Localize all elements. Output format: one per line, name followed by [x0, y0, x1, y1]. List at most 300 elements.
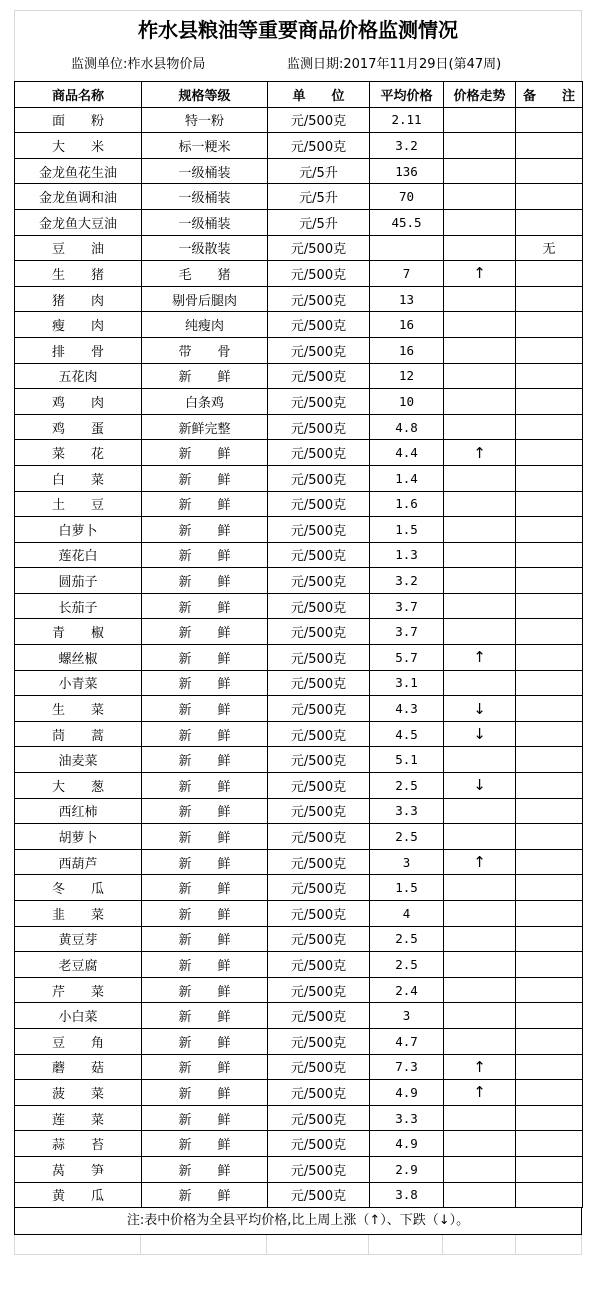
- product-name-cell: 莴 笋: [15, 1156, 142, 1182]
- avg-price-cell: 10: [370, 389, 444, 415]
- remarks-cell: [516, 645, 583, 671]
- price-trend-cell: [444, 798, 516, 824]
- remarks-cell: [516, 824, 583, 850]
- price-trend-cell: [444, 209, 516, 235]
- price-trend-cell: [444, 1105, 516, 1131]
- price-trend-cell: [444, 977, 516, 1003]
- product-name-cell: 蒜 苔: [15, 1131, 142, 1157]
- price-report-sheet: [14, 10, 582, 1255]
- spec-grade-cell: 新 鲜: [142, 1003, 268, 1029]
- table-row: [15, 363, 583, 389]
- product-name-cell: 生 猪: [15, 261, 142, 287]
- avg-price-cell: 2.4: [370, 977, 444, 1003]
- avg-price-cell: 4.7: [370, 1028, 444, 1054]
- unit-cell: 元/500克: [268, 107, 370, 133]
- remarks-cell: [516, 1028, 583, 1054]
- table-row: [15, 491, 583, 517]
- table-header-row: [15, 82, 583, 108]
- table-row: [15, 1131, 583, 1157]
- remarks-cell: [516, 1131, 583, 1157]
- remarks-cell: [516, 517, 583, 543]
- remarks-cell: [516, 593, 583, 619]
- remarks-cell: [516, 1003, 583, 1029]
- product-name-cell: 鸡 蛋: [15, 414, 142, 440]
- spec-grade-cell: 新 鲜: [142, 1105, 268, 1131]
- table-row: [15, 107, 583, 133]
- avg-price-cell: 45.5: [370, 209, 444, 235]
- product-name-cell: 生 菜: [15, 696, 142, 722]
- product-name-cell: 白 菜: [15, 465, 142, 491]
- spec-grade-cell: 一级桶装: [142, 158, 268, 184]
- price-trend-cell: [444, 184, 516, 210]
- price-trend-cell: [444, 1182, 516, 1208]
- product-name-cell: 金龙鱼大豆油: [15, 209, 142, 235]
- price-trend-cell: [444, 491, 516, 517]
- table-row: [15, 158, 583, 184]
- spec-grade-cell: 新 鲜: [142, 747, 268, 773]
- table-row: [15, 1054, 583, 1080]
- price-trend-cell: ↑: [444, 261, 516, 287]
- product-name-cell: 黄豆芽: [15, 926, 142, 952]
- avg-price-cell: 1.4: [370, 465, 444, 491]
- price-trend-cell: [444, 952, 516, 978]
- unit-cell: 元/500克: [268, 849, 370, 875]
- table-row: [15, 1003, 583, 1029]
- table-row: [15, 824, 583, 850]
- monitor-date: 监测日期:2017年11月29日(第47周): [287, 57, 502, 72]
- spec-grade-cell: 新 鲜: [142, 440, 268, 466]
- price-trend-cell: [444, 1131, 516, 1157]
- remarks-cell: [516, 363, 583, 389]
- avg-price-cell: 2.5: [370, 824, 444, 850]
- unit-cell: 元/500克: [268, 1080, 370, 1106]
- avg-price-cell: 4.9: [370, 1080, 444, 1106]
- remarks-cell: [516, 465, 583, 491]
- table-row: [15, 901, 583, 927]
- price-trend-cell: [444, 901, 516, 927]
- price-trend-cell: [444, 619, 516, 645]
- remarks-cell: [516, 286, 583, 312]
- spec-grade-cell: 毛 猪: [142, 261, 268, 287]
- product-name-cell: 油麦菜: [15, 747, 142, 773]
- price-trend-cell: ↓: [444, 773, 516, 799]
- spec-grade-cell: 一级桶装: [142, 209, 268, 235]
- remarks-cell: [516, 440, 583, 466]
- spec-grade-cell: 纯瘦肉: [142, 312, 268, 338]
- remarks-cell: [516, 158, 583, 184]
- price-trend-cell: ↑: [444, 849, 516, 875]
- unit-cell: 元/500克: [268, 440, 370, 466]
- price-trend-cell: [444, 312, 516, 338]
- remarks-cell: [516, 696, 583, 722]
- price-trend-cell: [444, 337, 516, 363]
- spec-grade-cell: 新 鲜: [142, 465, 268, 491]
- avg-price-cell: 70: [370, 184, 444, 210]
- header-product-name: 商品名称: [15, 82, 142, 108]
- product-name-cell: 西葫芦: [15, 849, 142, 875]
- avg-price-cell: 2.11: [370, 107, 444, 133]
- unit-cell: 元/500克: [268, 901, 370, 927]
- remarks-cell: [516, 901, 583, 927]
- spec-grade-cell: 新 鲜: [142, 798, 268, 824]
- table-row: [15, 133, 583, 159]
- product-name-cell: 老豆腐: [15, 952, 142, 978]
- price-trend-cell: ↓: [444, 721, 516, 747]
- remarks-cell: [516, 1156, 583, 1182]
- remarks-cell: [516, 926, 583, 952]
- table-row: [15, 568, 583, 594]
- unit-cell: 元/500克: [268, 261, 370, 287]
- price-trend-cell: ↑: [444, 440, 516, 466]
- product-name-cell: 西红柿: [15, 798, 142, 824]
- price-trend-cell: [444, 235, 516, 261]
- unit-cell: 元/500克: [268, 286, 370, 312]
- table-row: [15, 619, 583, 645]
- price-trend-cell: [444, 363, 516, 389]
- product-name-cell: 猪 肉: [15, 286, 142, 312]
- spec-grade-cell: 一级散装: [142, 235, 268, 261]
- table-row: [15, 465, 583, 491]
- product-name-cell: 金龙鱼调和油: [15, 184, 142, 210]
- product-name-cell: 豆 角: [15, 1028, 142, 1054]
- table-row: [15, 261, 583, 287]
- unit-cell: 元/500克: [268, 389, 370, 415]
- spec-grade-cell: 新 鲜: [142, 952, 268, 978]
- unit-cell: 元/5升: [268, 209, 370, 235]
- table-row: [15, 875, 583, 901]
- price-trend-cell: [444, 389, 516, 415]
- spec-grade-cell: 新 鲜: [142, 670, 268, 696]
- spec-grade-cell: 新 鲜: [142, 1131, 268, 1157]
- remarks-cell: [516, 875, 583, 901]
- product-name-cell: 圆茄子: [15, 568, 142, 594]
- product-name-cell: 莲 菜: [15, 1105, 142, 1131]
- remarks-cell: [516, 312, 583, 338]
- avg-price-cell: 16: [370, 337, 444, 363]
- price-trend-cell: ↑: [444, 1054, 516, 1080]
- product-name-cell: 螺丝椒: [15, 645, 142, 671]
- price-trend-cell: [444, 875, 516, 901]
- avg-price-cell: 3: [370, 1003, 444, 1029]
- remarks-cell: [516, 952, 583, 978]
- header-remarks: 备 注: [516, 82, 583, 108]
- table-row: [15, 926, 583, 952]
- avg-price-cell: 3.7: [370, 593, 444, 619]
- price-trend-cell: [444, 517, 516, 543]
- table-row: [15, 414, 583, 440]
- unit-cell: 元/500克: [268, 337, 370, 363]
- spec-grade-cell: 特一粉: [142, 107, 268, 133]
- header-unit: 单 位: [268, 82, 370, 108]
- report-title: 柞水县粮油等重要商品价格监测情况: [14, 10, 582, 49]
- unit-cell: 元/500克: [268, 1182, 370, 1208]
- table-row: [15, 798, 583, 824]
- unit-cell: 元/500克: [268, 593, 370, 619]
- table-row: [15, 209, 583, 235]
- avg-price-cell: 4: [370, 901, 444, 927]
- product-name-cell: 菜 花: [15, 440, 142, 466]
- table-row: [15, 645, 583, 671]
- avg-price-cell: 3.7: [370, 619, 444, 645]
- product-name-cell: 白萝卜: [15, 517, 142, 543]
- remarks-cell: [516, 670, 583, 696]
- avg-price-cell: 12: [370, 363, 444, 389]
- avg-price-cell: 2.5: [370, 952, 444, 978]
- remarks-cell: [516, 798, 583, 824]
- price-table: [14, 81, 583, 1208]
- unit-cell: 元/5升: [268, 184, 370, 210]
- table-row: [15, 312, 583, 338]
- unit-cell: 元/500克: [268, 568, 370, 594]
- product-name-cell: 金龙鱼花生油: [15, 158, 142, 184]
- unit-cell: 元/500克: [268, 645, 370, 671]
- remarks-cell: [516, 849, 583, 875]
- spec-grade-cell: 新 鲜: [142, 977, 268, 1003]
- unit-cell: 元/500克: [268, 721, 370, 747]
- unit-cell: 元/500克: [268, 1131, 370, 1157]
- remarks-cell: [516, 184, 583, 210]
- price-trend-cell: ↑: [444, 645, 516, 671]
- product-name-cell: 茼 蒿: [15, 721, 142, 747]
- remarks-cell: [516, 721, 583, 747]
- table-row: [15, 1156, 583, 1182]
- avg-price-cell: 3.2: [370, 133, 444, 159]
- unit-cell: 元/500克: [268, 977, 370, 1003]
- product-name-cell: 长茄子: [15, 593, 142, 619]
- table-row: [15, 337, 583, 363]
- remarks-cell: [516, 389, 583, 415]
- unit-cell: 元/5升: [268, 158, 370, 184]
- unit-cell: 元/500克: [268, 952, 370, 978]
- table-row: [15, 977, 583, 1003]
- remarks-cell: [516, 977, 583, 1003]
- avg-price-cell: 3.3: [370, 1105, 444, 1131]
- header-price-trend: 价格走势: [444, 82, 516, 108]
- avg-price-cell: 4.4: [370, 440, 444, 466]
- remarks-cell: [516, 491, 583, 517]
- spec-grade-cell: 新 鲜: [142, 593, 268, 619]
- table-row: [15, 1028, 583, 1054]
- unit-cell: 元/500克: [268, 414, 370, 440]
- table-row: [15, 1182, 583, 1208]
- table-row: [15, 670, 583, 696]
- product-name-cell: 小白菜: [15, 1003, 142, 1029]
- product-name-cell: 小青菜: [15, 670, 142, 696]
- remarks-cell: [516, 1054, 583, 1080]
- unit-cell: 元/500克: [268, 696, 370, 722]
- spec-grade-cell: 白条鸡: [142, 389, 268, 415]
- product-name-cell: 蘑 菇: [15, 1054, 142, 1080]
- report-subheader: [14, 49, 582, 81]
- table-row: [15, 1105, 583, 1131]
- spec-grade-cell: 新 鲜: [142, 773, 268, 799]
- table-row: [15, 1080, 583, 1106]
- spec-grade-cell: 新 鲜: [142, 363, 268, 389]
- product-name-cell: 胡萝卜: [15, 824, 142, 850]
- remarks-cell: [516, 568, 583, 594]
- table-row: [15, 389, 583, 415]
- unit-cell: 元/500克: [268, 1028, 370, 1054]
- remarks-cell: [516, 1080, 583, 1106]
- product-name-cell: 冬 瓜: [15, 875, 142, 901]
- avg-price-cell: 13: [370, 286, 444, 312]
- unit-cell: 元/500克: [268, 1054, 370, 1080]
- product-name-cell: 面 粉: [15, 107, 142, 133]
- price-trend-cell: [444, 286, 516, 312]
- unit-cell: 元/500克: [268, 312, 370, 338]
- table-row: [15, 542, 583, 568]
- avg-price-cell: 7: [370, 261, 444, 287]
- table-row: [15, 952, 583, 978]
- unit-cell: 元/500克: [268, 465, 370, 491]
- spec-grade-cell: 新 鲜: [142, 1182, 268, 1208]
- avg-price-cell: 1.6: [370, 491, 444, 517]
- avg-price-cell: 1.5: [370, 875, 444, 901]
- remarks-cell: [516, 1105, 583, 1131]
- avg-price-cell: 2.5: [370, 926, 444, 952]
- table-row: [15, 593, 583, 619]
- avg-price-cell: 3: [370, 849, 444, 875]
- product-name-cell: 莲花白: [15, 542, 142, 568]
- spec-grade-cell: 新 鲜: [142, 1054, 268, 1080]
- table-row: [15, 721, 583, 747]
- table-row: [15, 517, 583, 543]
- product-name-cell: 大 葱: [15, 773, 142, 799]
- spec-grade-cell: 新 鲜: [142, 1028, 268, 1054]
- spec-grade-cell: 新 鲜: [142, 517, 268, 543]
- table-row: [15, 235, 583, 261]
- avg-price-cell: 16: [370, 312, 444, 338]
- avg-price-cell: 4.9: [370, 1131, 444, 1157]
- unit-cell: 元/500克: [268, 517, 370, 543]
- unit-cell: 元/500克: [268, 542, 370, 568]
- spec-grade-cell: 新 鲜: [142, 696, 268, 722]
- price-trend-cell: [444, 542, 516, 568]
- product-name-cell: 青 椒: [15, 619, 142, 645]
- price-trend-cell: [444, 107, 516, 133]
- remarks-cell: [516, 619, 583, 645]
- unit-cell: 元/500克: [268, 235, 370, 261]
- spec-grade-cell: 新 鲜: [142, 721, 268, 747]
- table-row: [15, 849, 583, 875]
- spec-grade-cell: 剔骨后腿肉: [142, 286, 268, 312]
- remarks-cell: [516, 261, 583, 287]
- spec-grade-cell: 新 鲜: [142, 619, 268, 645]
- unit-cell: 元/500克: [268, 363, 370, 389]
- price-trend-cell: [444, 1003, 516, 1029]
- remarks-cell: [516, 773, 583, 799]
- price-trend-cell: [444, 414, 516, 440]
- remarks-cell: 无: [516, 235, 583, 261]
- unit-cell: 元/500克: [268, 1105, 370, 1131]
- avg-price-cell: [370, 235, 444, 261]
- unit-cell: 元/500克: [268, 747, 370, 773]
- price-trend-cell: [444, 568, 516, 594]
- product-name-cell: 五花肉: [15, 363, 142, 389]
- table-row: [15, 773, 583, 799]
- spec-grade-cell: 新鲜完整: [142, 414, 268, 440]
- avg-price-cell: 136: [370, 158, 444, 184]
- table-row: [15, 286, 583, 312]
- price-trend-cell: [444, 747, 516, 773]
- spec-grade-cell: 新 鲜: [142, 1156, 268, 1182]
- unit-cell: 元/500克: [268, 875, 370, 901]
- price-trend-cell: [444, 465, 516, 491]
- avg-price-cell: 4.5: [370, 721, 444, 747]
- table-row: [15, 696, 583, 722]
- avg-price-cell: 4.8: [370, 414, 444, 440]
- spec-grade-cell: 带 骨: [142, 337, 268, 363]
- unit-cell: 元/500克: [268, 773, 370, 799]
- spec-grade-cell: 新 鲜: [142, 568, 268, 594]
- avg-price-cell: 5.1: [370, 747, 444, 773]
- remarks-cell: [516, 1182, 583, 1208]
- product-name-cell: 菠 菜: [15, 1080, 142, 1106]
- price-trend-cell: [444, 670, 516, 696]
- spec-grade-cell: 新 鲜: [142, 1080, 268, 1106]
- avg-price-cell: 1.3: [370, 542, 444, 568]
- price-trend-cell: [444, 133, 516, 159]
- avg-price-cell: 3.3: [370, 798, 444, 824]
- price-trend-cell: [444, 824, 516, 850]
- remarks-cell: [516, 337, 583, 363]
- avg-price-cell: 3.8: [370, 1182, 444, 1208]
- product-name-cell: 豆 油: [15, 235, 142, 261]
- price-trend-cell: [444, 926, 516, 952]
- price-trend-cell: ↓: [444, 696, 516, 722]
- spec-grade-cell: 新 鲜: [142, 645, 268, 671]
- spec-grade-cell: 新 鲜: [142, 824, 268, 850]
- product-name-cell: 瘦 肉: [15, 312, 142, 338]
- unit-cell: 元/500克: [268, 1003, 370, 1029]
- spec-grade-cell: 新 鲜: [142, 542, 268, 568]
- price-trend-cell: [444, 1028, 516, 1054]
- footnote: 注:表中价格为全县平均价格,比上周上涨（↑）、下跌（↓）。: [14, 1208, 582, 1235]
- unit-cell: 元/500克: [268, 798, 370, 824]
- remarks-cell: [516, 747, 583, 773]
- spec-grade-cell: 标一粳米: [142, 133, 268, 159]
- remarks-cell: [516, 209, 583, 235]
- price-trend-cell: [444, 158, 516, 184]
- avg-price-cell: 1.5: [370, 517, 444, 543]
- product-name-cell: 大 米: [15, 133, 142, 159]
- unit-cell: 元/500克: [268, 926, 370, 952]
- product-name-cell: 土 豆: [15, 491, 142, 517]
- spec-grade-cell: 一级桶装: [142, 184, 268, 210]
- remarks-cell: [516, 414, 583, 440]
- avg-price-cell: 2.9: [370, 1156, 444, 1182]
- spec-grade-cell: 新 鲜: [142, 901, 268, 927]
- spec-grade-cell: 新 鲜: [142, 491, 268, 517]
- product-name-cell: 鸡 肉: [15, 389, 142, 415]
- price-trend-cell: ↑: [444, 1080, 516, 1106]
- remarks-cell: [516, 107, 583, 133]
- product-name-cell: 排 骨: [15, 337, 142, 363]
- product-name-cell: 芹 菜: [15, 977, 142, 1003]
- unit-cell: 元/500克: [268, 670, 370, 696]
- unit-cell: 元/500克: [268, 1156, 370, 1182]
- avg-price-cell: 4.3: [370, 696, 444, 722]
- empty-trailing-row: [14, 1235, 582, 1255]
- unit-cell: 元/500克: [268, 619, 370, 645]
- unit-cell: 元/500克: [268, 824, 370, 850]
- price-trend-cell: [444, 593, 516, 619]
- unit-cell: 元/500克: [268, 133, 370, 159]
- monitor-unit: 监测单位:柞水县物价局: [71, 57, 206, 72]
- table-row: [15, 184, 583, 210]
- remarks-cell: [516, 542, 583, 568]
- table-row: [15, 747, 583, 773]
